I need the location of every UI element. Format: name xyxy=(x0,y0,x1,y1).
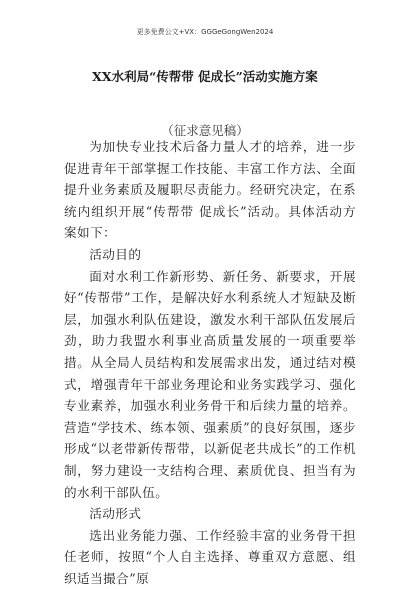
document-title: XX水利局“传帮带 促成长”活动实施方案 xyxy=(92,69,318,84)
section-paragraph-format: 选出业务能力强、工作经验丰富的业务骨干担任老师，按照“个人自主选择、尊重双方意愿、组织适当撮合”原 xyxy=(64,527,356,586)
header-note: 更多免费公文+VX：GGGeGongWen2024 xyxy=(136,28,274,36)
intro-paragraph: 为加快专业技术后备力量人才的培养，进一步促进青年干部掌握工作技能、丰富工作方法、全面提升业务素质及履职尽责能力。经研究决定，在系统内组织开展“传帮带 促成长”活动。具体活动方案如下： xyxy=(64,139,356,241)
section-paragraph-purpose: 面对水利工作新形势、新任务、新要求，开展好“传帮带”工作，是解决好水利系统人才短缺及断层，加强水利队伍建设，激发水利干部队伍发展后劲，助力我盟水利事业高质量发展的一项重要举措。从全局人员结构和发展需求出发，通过结对模式，增强青年干部业务理论和业务实践学习、强化专业素养，加强水利业务骨干和后续力量的培养。营造“学技术、练本领、强素质”的良好氛围，逐步形成“以老带新传帮带，以新促老共成长”的工作机制，努力建设一支结构合理、素质优良、担当有为的水利干部队伍。 xyxy=(64,268,356,500)
section-heading-format: 活动形式 xyxy=(89,506,142,522)
section-heading-purpose: 活动目的 xyxy=(89,246,142,262)
document-subtitle: （征求意见稿） xyxy=(161,123,249,138)
document-body xyxy=(64,136,356,589)
